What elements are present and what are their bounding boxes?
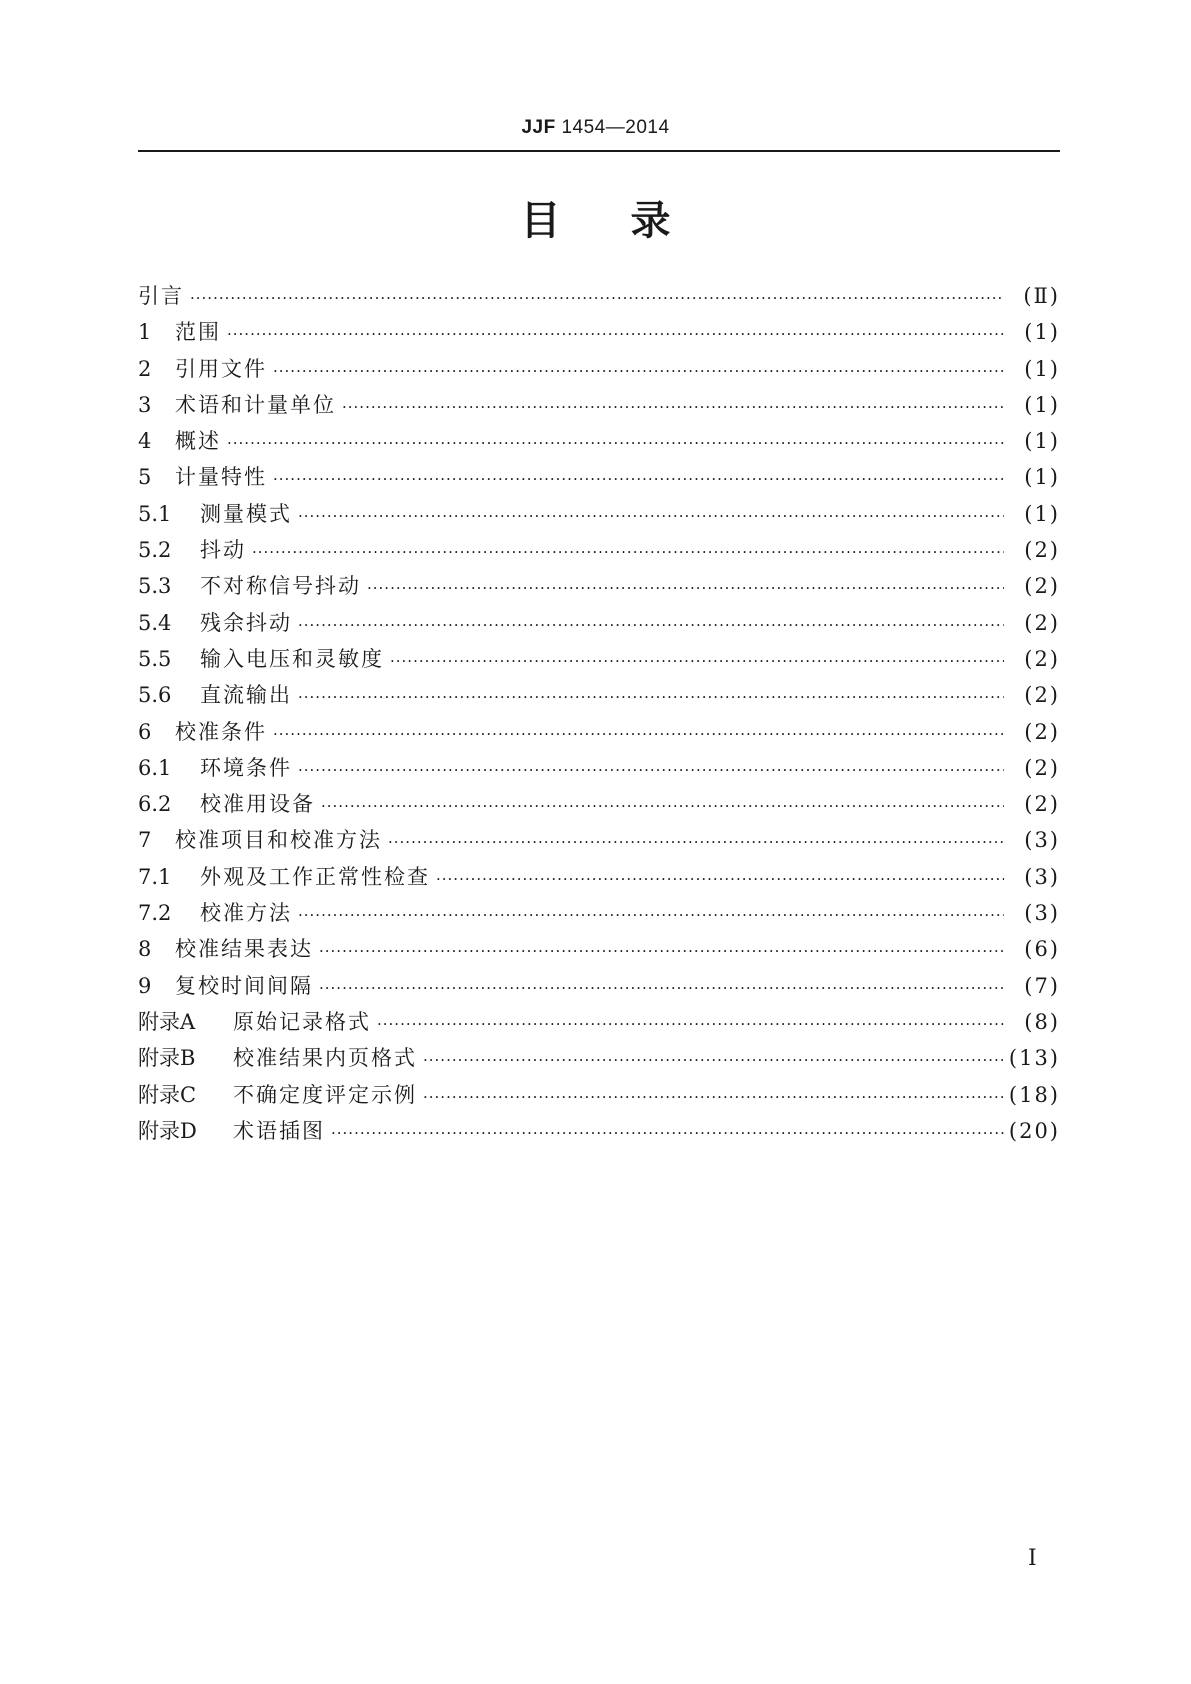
toc-entry-number: 9 xyxy=(138,973,152,998)
toc-entry[interactable] xyxy=(138,1006,1060,1042)
toc-leader xyxy=(321,797,1004,815)
toc-leader xyxy=(377,1015,1004,1033)
toc-entry-number: 附录D xyxy=(138,1118,197,1143)
toc-entry-page: (1) xyxy=(1024,320,1060,345)
toc-entry-number: 6 xyxy=(138,719,152,744)
toc-entry-page: (13) xyxy=(1008,1046,1060,1071)
toc-entry-page: (18) xyxy=(1008,1082,1060,1107)
toc-entry-number: 6.2 xyxy=(138,792,172,817)
toc-entry-label: 计量特性 xyxy=(175,465,267,490)
toc-entry-number: 7.1 xyxy=(138,864,172,889)
toc-entry-number: 5.3 xyxy=(138,574,172,599)
toc-leader xyxy=(423,1051,1004,1069)
toc-entry-label: 校准用设备 xyxy=(200,792,315,817)
toc-leader xyxy=(273,470,1004,488)
toc-entry-page: (3) xyxy=(1024,901,1060,926)
toc-entry-label: 输入电压和灵敏度 xyxy=(200,646,384,671)
toc-entry-page: (1) xyxy=(1024,356,1060,381)
toc-entry[interactable] xyxy=(138,534,1060,570)
toc-entry[interactable] xyxy=(138,461,1060,497)
toc-entry[interactable] xyxy=(138,1115,1060,1151)
toc-entry[interactable] xyxy=(138,607,1060,643)
toc-leader xyxy=(298,507,1004,525)
toc-entry[interactable] xyxy=(138,280,1060,316)
toc-entry-label: 外观及工作正常性检查 xyxy=(200,864,430,889)
toc-leader xyxy=(298,616,1004,634)
toc-entry[interactable] xyxy=(138,788,1060,824)
toc-entry[interactable] xyxy=(138,1042,1060,1078)
toc-entry-page: (1) xyxy=(1024,392,1060,417)
table-of-contents xyxy=(138,280,1060,1151)
toc-entry-label: 抖动 xyxy=(200,538,246,563)
toc-leader xyxy=(342,398,1004,416)
toc-entry[interactable] xyxy=(138,933,1060,969)
toc-entry-label: 引用文件 xyxy=(175,356,267,381)
toc-entry-number: 1 xyxy=(138,320,152,345)
toc-entry[interactable] xyxy=(138,316,1060,352)
toc-entry-label: 概述 xyxy=(175,429,221,454)
toc-entry-label: 术语插图 xyxy=(233,1118,325,1143)
toc-entry-label: 环境条件 xyxy=(200,755,292,780)
toc-entry-page: (2) xyxy=(1024,646,1060,671)
toc-title: 目录 xyxy=(520,198,741,244)
toc-entry-number: 4 xyxy=(138,429,152,454)
toc-entry-page: (2) xyxy=(1024,719,1060,744)
toc-entry[interactable] xyxy=(138,897,1060,933)
toc-entry-page: (20) xyxy=(1008,1118,1060,1143)
toc-entry-page: (2) xyxy=(1024,574,1060,599)
toc-entry-label: 术语和计量单位 xyxy=(175,392,336,417)
header-rule xyxy=(138,150,1060,152)
document-code xyxy=(0,117,1191,139)
toc-entry-page: (2) xyxy=(1024,683,1060,708)
toc-entry[interactable] xyxy=(138,425,1060,461)
toc-entry-label: 校准方法 xyxy=(200,901,292,926)
toc-entry-number: 3 xyxy=(138,392,152,417)
toc-entry-page: (1) xyxy=(1024,501,1060,526)
toc-entry-page: (3) xyxy=(1024,828,1060,853)
toc-entry-label: 校准项目和校准方法 xyxy=(175,828,382,853)
toc-leader xyxy=(390,652,1004,670)
toc-entry[interactable] xyxy=(138,679,1060,715)
toc-entry-label: 范围 xyxy=(175,320,221,345)
toc-leader xyxy=(252,543,1004,561)
toc-entry[interactable] xyxy=(138,861,1060,897)
toc-entry[interactable] xyxy=(138,389,1060,425)
toc-entry-number: 附录A xyxy=(138,1009,196,1034)
toc-leader xyxy=(227,325,1004,343)
toc-entry-number: 附录C xyxy=(138,1082,197,1107)
toc-entry-page: (2) xyxy=(1024,792,1060,817)
toc-entry-label: 校准结果内页格式 xyxy=(233,1046,417,1071)
toc-entry-number: 6.1 xyxy=(138,755,172,780)
toc-entry-label: 原始记录格式 xyxy=(233,1009,371,1034)
toc-entry[interactable] xyxy=(138,824,1060,860)
toc-entry-label: 引言 xyxy=(138,284,184,308)
page-number: I xyxy=(1028,1546,1037,1571)
toc-entry-label: 校准结果表达 xyxy=(175,937,313,962)
toc-entry-label: 直流输出 xyxy=(200,683,292,708)
toc-entry-number: 7 xyxy=(138,828,152,853)
toc-entry-page: (1) xyxy=(1024,429,1060,454)
toc-entry-page: (1) xyxy=(1024,465,1060,490)
toc-entry-number: 5.2 xyxy=(138,538,172,563)
toc-entry[interactable] xyxy=(138,970,1060,1006)
toc-entry-label: 测量模式 xyxy=(200,501,292,526)
toc-entry-number: 附录B xyxy=(138,1046,196,1071)
toc-leader xyxy=(331,1124,1004,1142)
toc-leader xyxy=(190,289,1004,307)
toc-entry[interactable] xyxy=(138,643,1060,679)
toc-entry[interactable] xyxy=(138,1079,1060,1115)
toc-entry-number: 8 xyxy=(138,937,152,962)
toc-leader xyxy=(319,979,1004,997)
toc-entry-page: (2) xyxy=(1024,538,1060,563)
toc-entry-page: (6) xyxy=(1024,937,1060,962)
toc-entry-label: 不确定度评定示例 xyxy=(233,1082,417,1107)
toc-entry-page: (2) xyxy=(1024,755,1060,780)
toc-entry-label: 不对称信号抖动 xyxy=(200,574,361,599)
toc-entry-page: (Ⅱ) xyxy=(1023,284,1060,308)
document-code-number: 1454—2014 xyxy=(561,117,670,138)
toc-entry-number: 5.4 xyxy=(138,610,172,635)
toc-entry-number: 5.1 xyxy=(138,501,172,526)
toc-leader xyxy=(298,761,1004,779)
toc-entry-page: (2) xyxy=(1024,610,1060,635)
toc-entry-number: 2 xyxy=(138,356,152,381)
toc-entry-number: 5.6 xyxy=(138,683,172,708)
toc-entry[interactable] xyxy=(138,570,1060,606)
toc-entry-page: (3) xyxy=(1024,864,1060,889)
toc-entry-label: 校准条件 xyxy=(175,719,267,744)
toc-entry-page: (7) xyxy=(1024,973,1060,998)
toc-entry[interactable] xyxy=(138,498,1060,534)
toc-entry-number: 5.5 xyxy=(138,646,172,671)
toc-entry[interactable] xyxy=(138,353,1060,389)
toc-entry[interactable] xyxy=(138,716,1060,752)
toc-entry-page: (8) xyxy=(1024,1009,1060,1034)
toc-leader xyxy=(273,725,1004,743)
toc-leader xyxy=(319,942,1004,960)
toc-leader xyxy=(423,1088,1004,1106)
toc-entry-number: 7.2 xyxy=(138,901,172,926)
toc-entry-label: 残余抖动 xyxy=(200,610,292,635)
toc-leader xyxy=(436,870,1004,888)
toc-leader xyxy=(388,833,1004,851)
toc-entry-number: 5 xyxy=(138,465,152,490)
toc-entry[interactable] xyxy=(138,752,1060,788)
document-code-prefix: JJF xyxy=(521,117,556,138)
toc-leader xyxy=(273,362,1004,380)
toc-entry-label: 复校时间间隔 xyxy=(175,973,313,998)
toc-leader xyxy=(298,906,1004,924)
toc-leader xyxy=(367,579,1004,597)
toc-leader xyxy=(227,434,1004,452)
toc-leader xyxy=(298,688,1004,706)
